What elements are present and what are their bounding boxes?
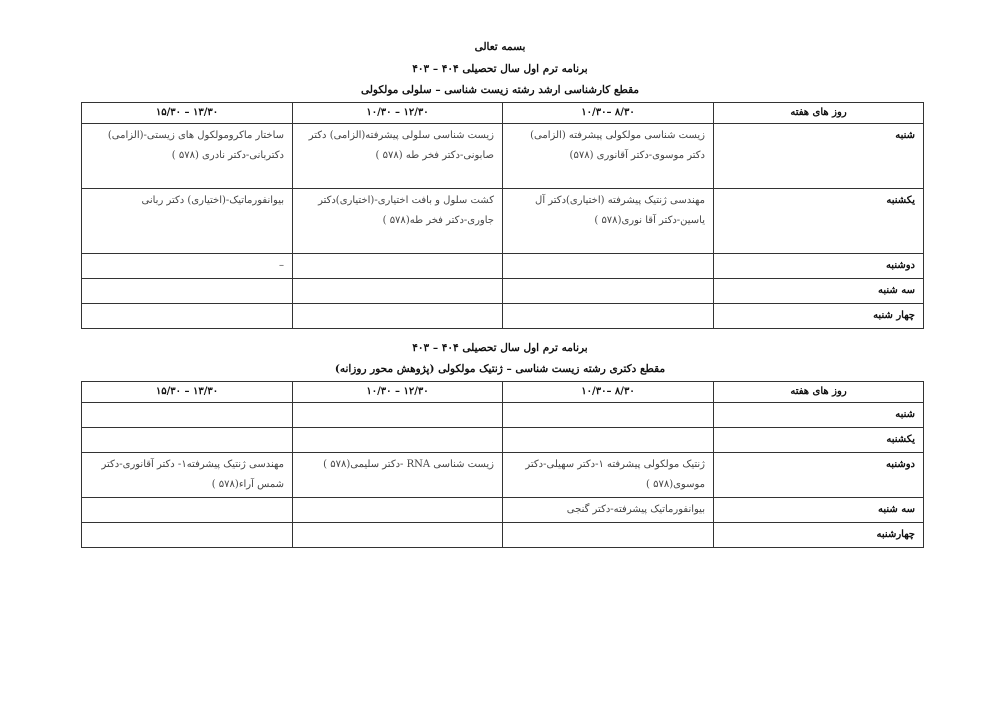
- course-cell: کشت سلول و بافت اختیاری-(اختیاری)دکتر جاوری-دکتر فخر طه(۵۷۸ ): [293, 189, 503, 254]
- course-cell: [293, 498, 503, 523]
- program-title-1: برنامه ترم اول سال تحصیلی ۴۰۴ – ۴۰۳: [412, 63, 588, 75]
- course-cell: [503, 523, 714, 548]
- day-label: یکشنبه: [714, 189, 924, 254]
- course-cell: [503, 403, 714, 428]
- course-cell: [293, 304, 503, 329]
- table-row: [82, 523, 924, 548]
- basmala: بسمه تعالی: [474, 41, 526, 53]
- day-label: شنبه: [714, 403, 924, 428]
- subtitle-2: مقطع دکتری رشته زیست شناسی – ژنتیک مولکولی (پژوهش محور روزانه): [334, 363, 666, 375]
- table-row: [82, 304, 924, 329]
- program-title-2: برنامه ترم اول سال تحصیلی ۴۰۴ – ۴۰۳: [412, 342, 588, 354]
- day-label: چهار شنبه: [714, 304, 924, 329]
- course-cell: [503, 254, 714, 279]
- day-label: چهارشنبه: [714, 523, 924, 548]
- course-cell: زیست شناسی RNA -دکتر سلیمی(۵۷۸ ): [293, 453, 503, 498]
- day-label: یکشنبه: [714, 428, 924, 453]
- header-day: روز های هفته: [714, 103, 924, 124]
- course-cell: [82, 498, 293, 523]
- header-day: روز های هفته: [714, 382, 924, 403]
- table-header-row: [82, 103, 924, 124]
- schedule-table-masters: [81, 102, 924, 329]
- header-slot-3: ۱۳/۳۰ – ۱۵/۳۰: [82, 382, 293, 403]
- course-cell: [293, 523, 503, 548]
- course-cell: [503, 279, 714, 304]
- course-cell: [82, 523, 293, 548]
- course-cell: [82, 428, 293, 453]
- header-slot-1: ۸/۳۰ –۱۰/۳۰: [503, 382, 714, 403]
- table-row: [82, 498, 924, 523]
- course-cell: مهندسی ژنتیک پیشرفته (اختیاری)دکتر آل یاسین-دکتر آقا نوری(۵۷۸ ): [503, 189, 714, 254]
- course-cell: [293, 254, 503, 279]
- course-cell: ساختار ماکرومولکول های زیستی-(الزامی) دکتربانی-دکتر نادری (۵۷۸ ): [82, 124, 293, 189]
- day-label: شنبه: [714, 124, 924, 189]
- table-row: [82, 254, 924, 279]
- header-slot-3: ۱۳/۳۰ – ۱۵/۳۰: [82, 103, 293, 124]
- course-cell: ژنتیک مولکولی پیشرفته ۱-دکتر سهیلی-دکتر موسوی(۵۷۸ ): [503, 453, 714, 498]
- table-row: [82, 189, 924, 254]
- course-cell: بیوانفورماتیک پیشرفته-دکتر گنجی: [503, 498, 714, 523]
- course-cell: [82, 403, 293, 428]
- course-cell: بیوانفورماتیک-(اختیاری) دکتر ربانی: [82, 189, 293, 254]
- course-cell: زیست شناسی سلولی پیشرفته(الزامی) دکتر صابونی-دکتر فخر طه (۵۷۸ ): [293, 124, 503, 189]
- table-row: [82, 124, 924, 189]
- course-cell: مهندسی ژنتیک پیشرفته۱- دکتر آقانوری-دکتر شمس آراء(۵۷۸ ): [82, 453, 293, 498]
- course-cell: [293, 428, 503, 453]
- header-slot-2: ۱۲/۳۰ – ۱۰/۳۰: [293, 382, 503, 403]
- day-label: دوشنبه: [714, 254, 924, 279]
- course-cell: [293, 403, 503, 428]
- course-cell: –: [82, 254, 293, 279]
- course-cell: [82, 304, 293, 329]
- day-label: دوشنبه: [714, 453, 924, 498]
- course-cell: [82, 279, 293, 304]
- day-label: سه شنبه: [714, 279, 924, 304]
- course-cell: زیست شناسی مولکولی پیشرفته (الزامی) دکتر موسوی-دکتر آقانوری (۵۷۸): [503, 124, 714, 189]
- course-cell: [503, 428, 714, 453]
- table-row: [82, 453, 924, 498]
- header-slot-2: ۱۲/۳۰ – ۱۰/۳۰: [293, 103, 503, 124]
- table-row: [82, 428, 924, 453]
- table-row: [82, 279, 924, 304]
- day-label: سه شنبه: [714, 498, 924, 523]
- header-slot-1: ۸/۳۰ –۱۰/۳۰: [503, 103, 714, 124]
- subtitle-1: مقطع کارشناسی ارشد رشته زیست شناسی – سلولی مولکولی: [360, 84, 640, 96]
- table-header-row: [82, 382, 924, 403]
- course-cell: [503, 304, 714, 329]
- schedule-table-phd: [81, 381, 924, 548]
- course-cell: [293, 279, 503, 304]
- table-row: [82, 403, 924, 428]
